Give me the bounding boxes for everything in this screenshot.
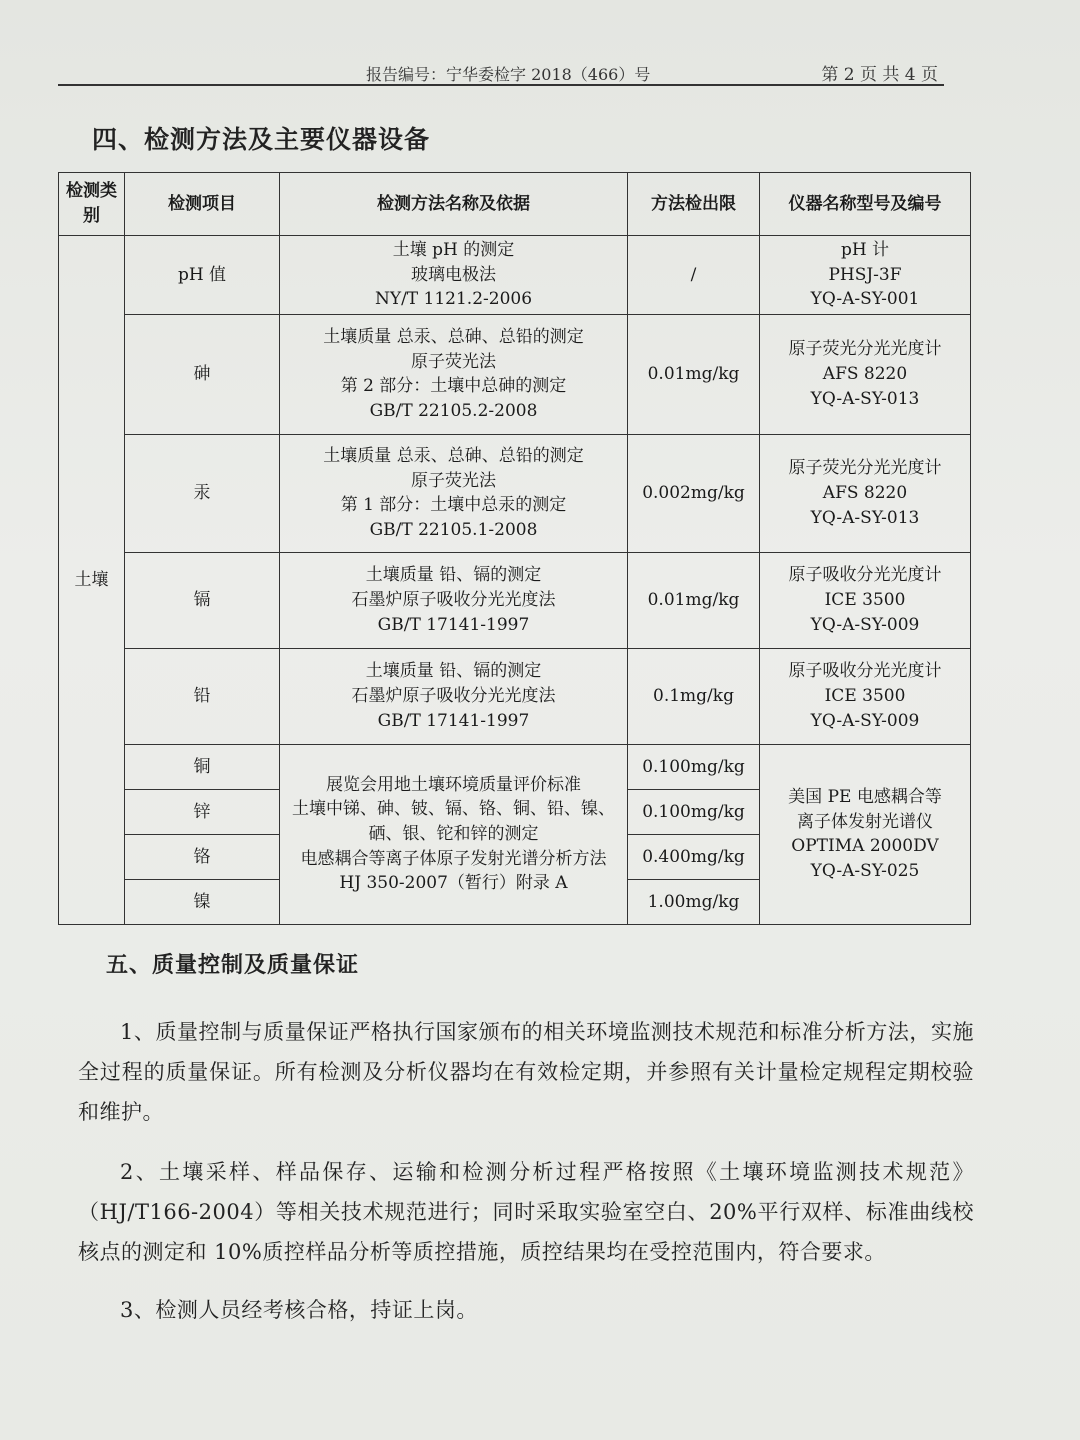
instrument-line: YQ-A-SY-009 xyxy=(810,710,920,731)
table-row xyxy=(59,434,971,552)
header-category: 检测类别 xyxy=(59,173,125,236)
item-cell: 锌 xyxy=(125,789,280,834)
method-line: GB/T 17141-1997 xyxy=(377,710,530,731)
method-line: GB/T 22105.2-2008 xyxy=(369,401,538,422)
table-row xyxy=(59,314,971,434)
item-cell: pH 值 xyxy=(125,236,280,315)
table-header-row xyxy=(59,173,971,236)
table-row xyxy=(59,744,971,789)
table-row xyxy=(59,236,971,315)
item-cell: 砷 xyxy=(125,314,280,434)
item-cell: 镉 xyxy=(125,552,280,648)
method-cell xyxy=(280,648,628,744)
header-method: 检测方法名称及依据 xyxy=(280,173,628,236)
item-cell: 汞 xyxy=(125,434,280,552)
table-row xyxy=(59,552,971,648)
instrument-cell xyxy=(760,236,971,315)
page-number: 第 2 页 共 4 页 xyxy=(821,65,938,85)
instrument-cell xyxy=(760,744,971,924)
instrument-line: ICE 3500 xyxy=(824,590,906,611)
instrument-line: YQ-A-SY-013 xyxy=(810,507,920,528)
page-header xyxy=(58,58,944,86)
limit-cell: 1.00mg/kg xyxy=(628,879,760,924)
instrument-line: 离子体发射光谱仪 xyxy=(797,811,933,832)
report-number: 报告编号：宁华委检字 2018（466）号 xyxy=(366,65,651,84)
method-cell xyxy=(280,434,628,552)
method-cell xyxy=(280,552,628,648)
instrument-cell xyxy=(760,648,971,744)
item-cell: 铬 xyxy=(125,834,280,879)
instrument-line: AFS 8220 xyxy=(822,483,908,504)
limit-cell: 0.01mg/kg xyxy=(628,552,760,648)
method-line: 第 2 部分：土壤中总砷的测定 xyxy=(340,376,567,397)
limit-cell: 0.100mg/kg xyxy=(628,789,760,834)
limit-cell: 0.400mg/kg xyxy=(628,834,760,879)
paragraph: 2、土壤采样、样品保存、运输和检测分析过程严格按照《土壤环境监测技术规范》（HJ/T166-2004）等相关技术规范进行；同时采取实验室空白、20%平行双样、标准曲线校核点的测定和 10%质控样品分析等质控措施，质控结果均在受控范围内，符合要求。 xyxy=(78,1160,974,1264)
instrument-line: ICE 3500 xyxy=(824,686,906,707)
method-line: 第 1 部分：土壤中总汞的测定 xyxy=(340,495,567,516)
method-line: 电感耦合等离子体原子发射光谱分析方法 xyxy=(300,848,607,869)
method-line: 原子荧光法 xyxy=(411,470,496,491)
method-line: 土壤质量 铅、镉的测定 xyxy=(365,565,542,586)
instrument-line: PHSJ-3F xyxy=(828,264,902,285)
method-line: 玻璃电极法 xyxy=(411,264,496,285)
methods-table xyxy=(58,172,971,925)
method-line: 硒、银、铊和锌的测定 xyxy=(368,824,539,845)
section-5-title: 五、质量控制及质量保证 xyxy=(106,953,360,978)
table-row xyxy=(59,648,971,744)
item-cell: 镍 xyxy=(125,879,280,924)
method-line: 土壤质量 铅、镉的测定 xyxy=(365,661,542,682)
instrument-cell xyxy=(760,552,971,648)
method-line: GB/T 22105.1-2008 xyxy=(369,520,538,541)
limit-cell: 0.100mg/kg xyxy=(628,744,760,789)
method-line: GB/T 17141-1997 xyxy=(377,614,530,635)
instrument-line: AFS 8220 xyxy=(822,364,908,385)
item-cell: 铅 xyxy=(125,648,280,744)
method-line: HJ 350-2007（暂行）附录 A xyxy=(339,873,568,894)
limit-cell: / xyxy=(628,236,760,315)
paragraph: 1、质量控制与质量保证严格执行国家颁布的相关环境监测技术规范和标准分析方法，实施全过程的质量保证。所有检测及分析仪器均在有效检定期，并参照有关计量检定规程定期校验和维护。 xyxy=(78,1020,974,1124)
instrument-line: 原子吸收分光光度计 xyxy=(788,565,942,586)
method-line: 展览会用地土壤环境质量评价标准 xyxy=(326,774,581,795)
method-cell xyxy=(280,744,628,924)
instrument-line: OPTIMA 2000DV xyxy=(791,836,939,857)
limit-cell: 0.1mg/kg xyxy=(628,648,760,744)
instrument-line: 原子吸收分光光度计 xyxy=(788,661,942,682)
instrument-line: YQ-A-SY-009 xyxy=(810,614,920,635)
limit-cell: 0.01mg/kg xyxy=(628,314,760,434)
instrument-line: 原子荧光分光光度计 xyxy=(788,458,942,479)
instrument-line: pH 计 xyxy=(840,240,890,260)
header-limit: 方法检出限 xyxy=(628,173,760,236)
header-instrument: 仪器名称型号及编号 xyxy=(760,173,971,236)
method-line: 原子荧光法 xyxy=(411,351,496,372)
method-line: NY/T 1121.2-2006 xyxy=(374,289,533,310)
method-line: 土壤质量 总汞、总砷、总铅的测定 xyxy=(323,446,584,467)
method-line: 土壤中锑、砷、铍、镉、铬、铜、铅、镍、 xyxy=(292,799,615,820)
method-cell xyxy=(280,314,628,434)
instrument-line: YQ-A-SY-025 xyxy=(810,861,920,882)
method-line: 石墨炉原子吸收分光光度法 xyxy=(351,590,556,611)
instrument-cell xyxy=(760,314,971,434)
instrument-cell xyxy=(760,434,971,552)
section-4-title: 四、检测方法及主要仪器设备 xyxy=(92,125,431,154)
instrument-line: 美国 PE 电感耦合等 xyxy=(788,787,942,808)
paragraph: 3、检测人员经考核合格，持证上岗。 xyxy=(120,1298,478,1322)
method-cell xyxy=(280,236,628,315)
category-cell: 土壤 xyxy=(59,236,125,925)
instrument-line: YQ-A-SY-013 xyxy=(810,388,920,409)
limit-cell: 0.002mg/kg xyxy=(628,434,760,552)
header-item: 检测项目 xyxy=(125,173,280,236)
method-line: 土壤 pH 的测定 xyxy=(392,240,515,260)
method-line: 石墨炉原子吸收分光光度法 xyxy=(351,686,556,707)
instrument-line: 原子荧光分光光度计 xyxy=(788,339,942,360)
instrument-line: YQ-A-SY-001 xyxy=(810,289,920,310)
item-cell: 铜 xyxy=(125,744,280,789)
method-line: 土壤质量 总汞、总砷、总铅的测定 xyxy=(323,327,584,348)
